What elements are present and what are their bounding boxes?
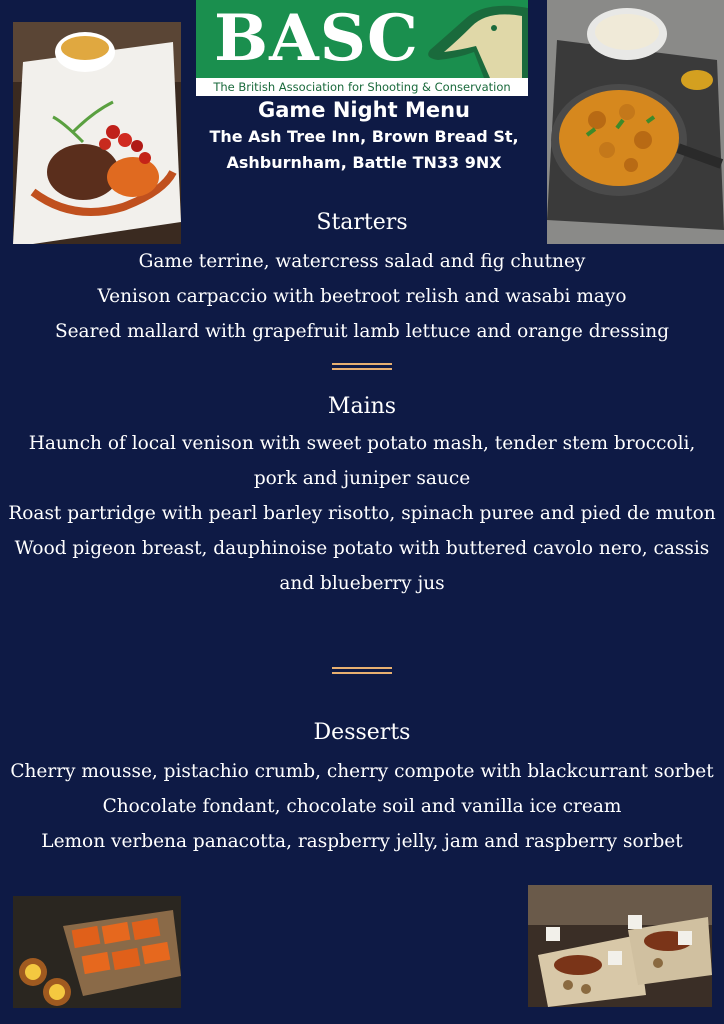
starter-item: Game terrine, watercress salad and fig chutney — [138, 251, 586, 272]
starter-item: Seared mallard with grapefruit lamb lettuce and orange dressing — [54, 321, 670, 342]
dessert-item: Chocolate fondant, chocolate soil and vanilla ice cream — [102, 796, 622, 817]
venue-address-line-2: Ashburnham, Battle TN33 9NX — [226, 153, 502, 172]
starter-item: Venison carpaccio with beetroot relish and wasabi mayo — [97, 286, 627, 307]
menu-title: Game Night Menu — [258, 98, 470, 122]
main-item: Roast partridge with pearl barley risotto, spinach puree and pied de muton — [8, 503, 716, 524]
photo-canapes — [13, 896, 181, 1008]
section-divider — [332, 363, 392, 371]
dessert-item: Cherry mousse, pistachio crumb, cherry compote with blackcurrant sorbet — [10, 761, 714, 782]
section-divider — [332, 667, 392, 675]
desserts-list — [0, 754, 724, 859]
main-item: Wood pigeon breast, dauphinoise potato with buttered cavolo nero, cassis and blueberry jus — [14, 538, 710, 594]
mains-list — [0, 426, 724, 601]
basc-wordmark: BASC — [214, 1, 419, 76]
main-item: Haunch of local venison with sweet potato mash, tender stem broccoli, pork and juniper sauce — [28, 433, 696, 489]
duck-head-icon — [424, 0, 528, 78]
basc-logo — [196, 0, 528, 96]
menu-header — [181, 96, 547, 176]
mains-heading: Mains — [327, 394, 397, 419]
dessert-item: Lemon verbena panacotta, raspberry jelly, jam and raspberry sorbet — [41, 831, 683, 852]
desserts-heading: Desserts — [313, 720, 411, 745]
starters-list — [0, 244, 724, 349]
starters-heading: Starters — [316, 210, 408, 235]
photo-serving-boards — [528, 885, 712, 1007]
venue-address-line-1: The Ash Tree Inn, Brown Bread St, — [209, 127, 519, 146]
basc-tagline: The British Association for Shooting & Conservation — [196, 78, 528, 96]
